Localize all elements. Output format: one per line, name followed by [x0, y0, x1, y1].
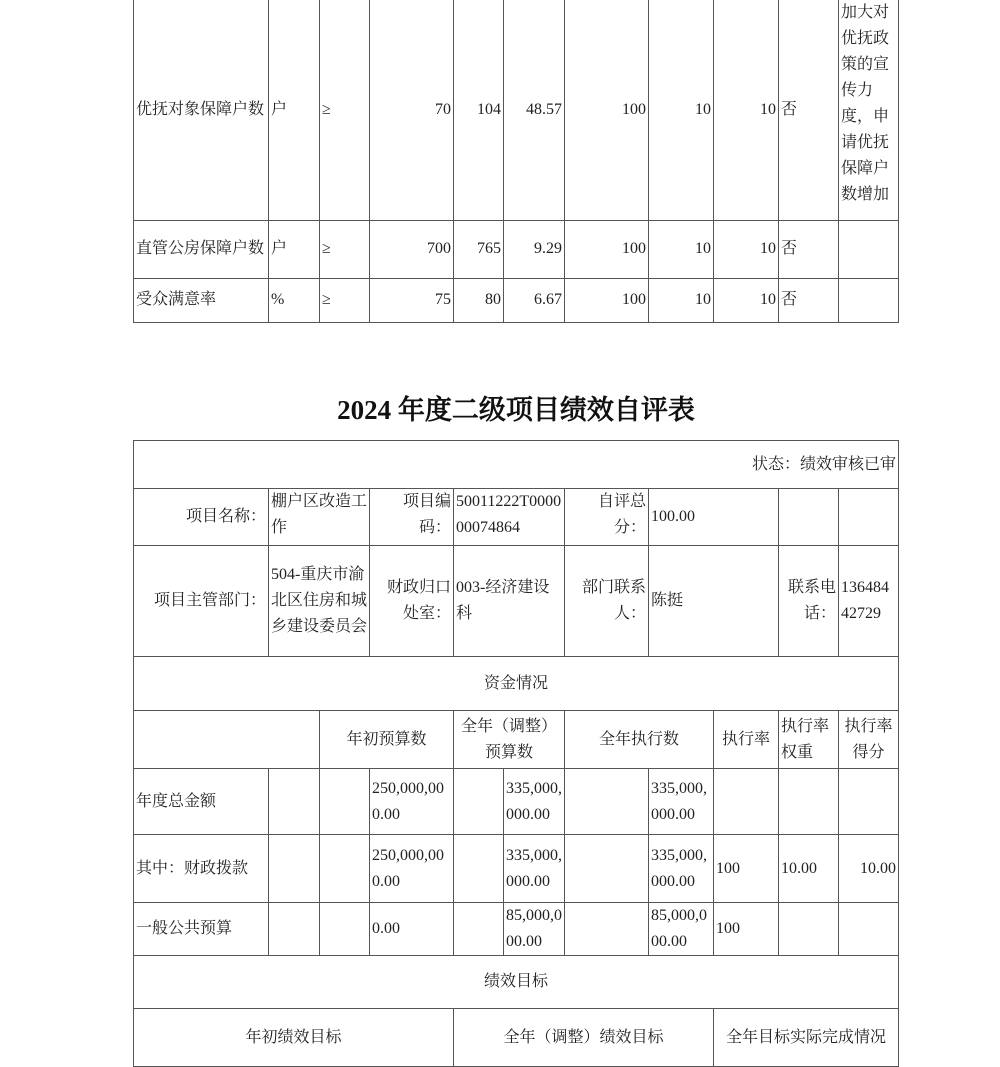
phone-label: 联系电话： — [779, 546, 839, 657]
project-code-label: 项目编码： — [370, 489, 454, 546]
indicator-operator: ≥ — [320, 0, 370, 220]
empty-cell — [565, 835, 649, 903]
indicator-target: 70 — [370, 0, 454, 220]
indicator-row — [134, 278, 899, 322]
funds-executed: 335,000,000.00 — [649, 769, 714, 835]
indicator-weight: 10 — [649, 0, 714, 220]
funds-score: 10.00 — [839, 835, 899, 903]
funds-weight — [779, 769, 839, 835]
indicator-target: 75 — [370, 278, 454, 322]
funds-adjusted: 85,000,000.00 — [504, 903, 565, 956]
funds-label: 年度总金额 — [134, 769, 269, 835]
indicator-remark — [839, 278, 899, 322]
funds-row — [134, 835, 899, 903]
contact: 陈挺 — [649, 546, 779, 657]
empty-cell — [320, 835, 370, 903]
funds-header: 资金情况 — [134, 657, 899, 711]
empty-cell — [565, 769, 649, 835]
indicator-completion: 100 — [565, 278, 649, 322]
page-title: 2024 年度二级项目绩效自评表 — [337, 395, 695, 425]
indicator-flag: 否 — [779, 0, 839, 220]
funds-rate: 100 — [714, 903, 779, 956]
indicator-operator: ≥ — [320, 220, 370, 278]
funds-col-initial: 年初预算数 — [320, 711, 454, 769]
finance-office-label: 财政归口处室： — [370, 546, 454, 657]
status-text: 状态：绩效审核已审 — [134, 441, 899, 489]
indicator-score: 10 — [714, 0, 779, 220]
project-code: 50011222T000000074864 — [454, 489, 565, 546]
indicator-remark: 加大对优抚政策的宣传力度，申请优抚保障户数增加 — [839, 0, 899, 220]
indicator-name: 受众满意率 — [134, 278, 269, 322]
funds-initial: 250,000,000.00 — [370, 835, 454, 903]
funds-col-executed: 全年执行数 — [565, 711, 714, 769]
funds-weight — [779, 903, 839, 956]
indicator-name: 优抚对象保障户数 — [134, 0, 269, 220]
funds-col-rate: 执行率 — [714, 711, 779, 769]
funds-row — [134, 903, 899, 956]
empty-cell — [269, 769, 320, 835]
funds-score — [839, 769, 899, 835]
indicator-weight: 10 — [649, 278, 714, 322]
empty-cell — [565, 903, 649, 956]
indicator-actual: 765 — [454, 220, 504, 278]
project-name-label: 项目名称： — [134, 489, 269, 546]
funds-row — [134, 769, 899, 835]
funds-label: 其中：财政拨款 — [134, 835, 269, 903]
empty-cell — [320, 769, 370, 835]
indicator-deviation: 48.57 — [504, 0, 565, 220]
dept-label: 项目主管部门： — [134, 546, 269, 657]
empty-cell — [454, 903, 504, 956]
self-evaluation-form — [133, 440, 899, 1067]
funds-weight: 10.00 — [779, 835, 839, 903]
indicator-target: 700 — [370, 220, 454, 278]
funds-initial: 0.00 — [370, 903, 454, 956]
funds-adjusted: 335,000,000.00 — [504, 835, 565, 903]
empty-cell — [779, 489, 839, 546]
funds-adjusted: 335,000,000.00 — [504, 769, 565, 835]
funds-label: 一般公共预算 — [134, 903, 269, 956]
project-name: 棚户区改造工作 — [269, 489, 370, 546]
indicator-name: 直管公房保障户数 — [134, 220, 269, 278]
self-score-label: 自评总分： — [565, 489, 649, 546]
indicator-unit: 户 — [269, 0, 320, 220]
indicator-unit: 户 — [269, 220, 320, 278]
goals-col-adjusted: 全年（调整）绩效目标 — [454, 1009, 714, 1067]
indicator-row — [134, 220, 899, 278]
indicator-score: 10 — [714, 220, 779, 278]
empty-cell — [134, 711, 320, 769]
funds-col-weight: 执行率权重 — [779, 711, 839, 769]
funds-rate — [714, 769, 779, 835]
empty-cell — [320, 903, 370, 956]
funds-rate: 100 — [714, 835, 779, 903]
indicator-deviation: 6.67 — [504, 278, 565, 322]
indicator-actual: 104 — [454, 0, 504, 220]
contact-label: 部门联系人： — [565, 546, 649, 657]
indicator-table — [133, 0, 899, 323]
indicator-completion: 100 — [565, 0, 649, 220]
empty-cell — [269, 835, 320, 903]
indicator-unit: % — [269, 278, 320, 322]
funds-col-adjusted: 全年（调整）预算数 — [454, 711, 565, 769]
funds-score — [839, 903, 899, 956]
indicator-completion: 100 — [565, 220, 649, 278]
empty-cell — [269, 903, 320, 956]
empty-cell — [839, 489, 899, 546]
indicator-row — [134, 0, 899, 220]
goals-col-initial: 年初绩效目标 — [134, 1009, 454, 1067]
indicator-flag: 否 — [779, 220, 839, 278]
dept: 504-重庆市渝北区住房和城乡建设委员会 — [269, 546, 370, 657]
indicator-actual: 80 — [454, 278, 504, 322]
indicator-operator: ≥ — [320, 278, 370, 322]
indicator-flag: 否 — [779, 278, 839, 322]
empty-cell — [454, 769, 504, 835]
indicator-deviation: 9.29 — [504, 220, 565, 278]
funds-col-score: 执行率得分 — [839, 711, 899, 769]
finance-office: 003-经济建设科 — [454, 546, 565, 657]
indicator-weight: 10 — [649, 220, 714, 278]
self-score: 100.00 — [649, 489, 779, 546]
funds-initial: 250,000,000.00 — [370, 769, 454, 835]
funds-executed: 335,000,000.00 — [649, 835, 714, 903]
funds-executed: 85,000,000.00 — [649, 903, 714, 956]
goals-col-actual: 全年目标实际完成情况 — [714, 1009, 899, 1067]
indicator-score: 10 — [714, 278, 779, 322]
indicator-remark — [839, 220, 899, 278]
empty-cell — [454, 835, 504, 903]
phone: 13648442729 — [839, 546, 899, 657]
goals-header: 绩效目标 — [134, 956, 899, 1009]
